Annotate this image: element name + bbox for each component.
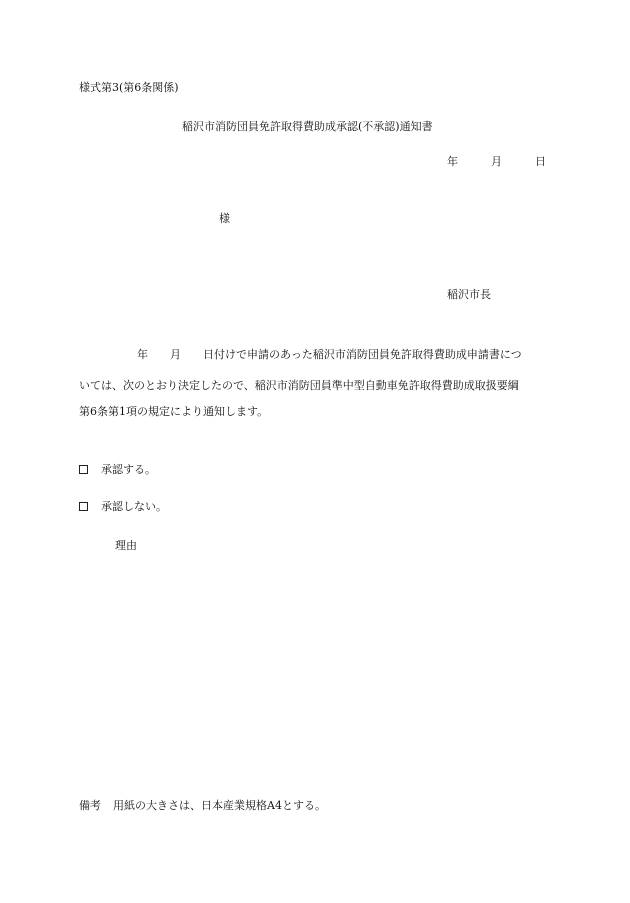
option-disapprove-label: 承認しない。	[101, 500, 167, 513]
form-number: 様式第3(第6条関係)	[79, 81, 179, 94]
document-title: 稲沢市消防団員免許取得費助成承認(不承認)通知書	[182, 120, 433, 133]
checkbox-disapprove[interactable]	[79, 502, 88, 511]
note-text: 用紙の大きさは、日本産業規格A4とする。	[113, 799, 326, 812]
option-disapprove[interactable]	[79, 500, 167, 513]
date-day-label: 日	[535, 155, 546, 168]
date-line	[447, 155, 546, 168]
date-year-label: 年	[447, 155, 458, 168]
issuer-name: 稲沢市長	[447, 288, 491, 301]
body-line-1-text: 日付けで申請のあった稲沢市消防団員免許取得費助成申請書につ	[203, 348, 522, 361]
addressee-suffix: 様	[219, 212, 230, 225]
option-approve-label: 承認する。	[101, 463, 156, 476]
body-year-label: 年	[137, 348, 148, 361]
body-line-3: 第6条第1項の規定により通知します。	[79, 405, 269, 418]
reason-label: 理由	[115, 539, 137, 552]
body-month-label: 月	[170, 348, 181, 361]
body-line-1	[79, 348, 553, 361]
body-line-2: いては、次のとおり決定したので、稲沢市消防団員準中型自動車免許取得費助成取扱要綱	[79, 379, 519, 392]
option-approve[interactable]	[79, 463, 156, 476]
note-head: 備考	[79, 799, 101, 812]
date-month-label: 月	[491, 155, 502, 168]
note	[79, 799, 326, 812]
checkbox-approve[interactable]	[79, 465, 88, 474]
